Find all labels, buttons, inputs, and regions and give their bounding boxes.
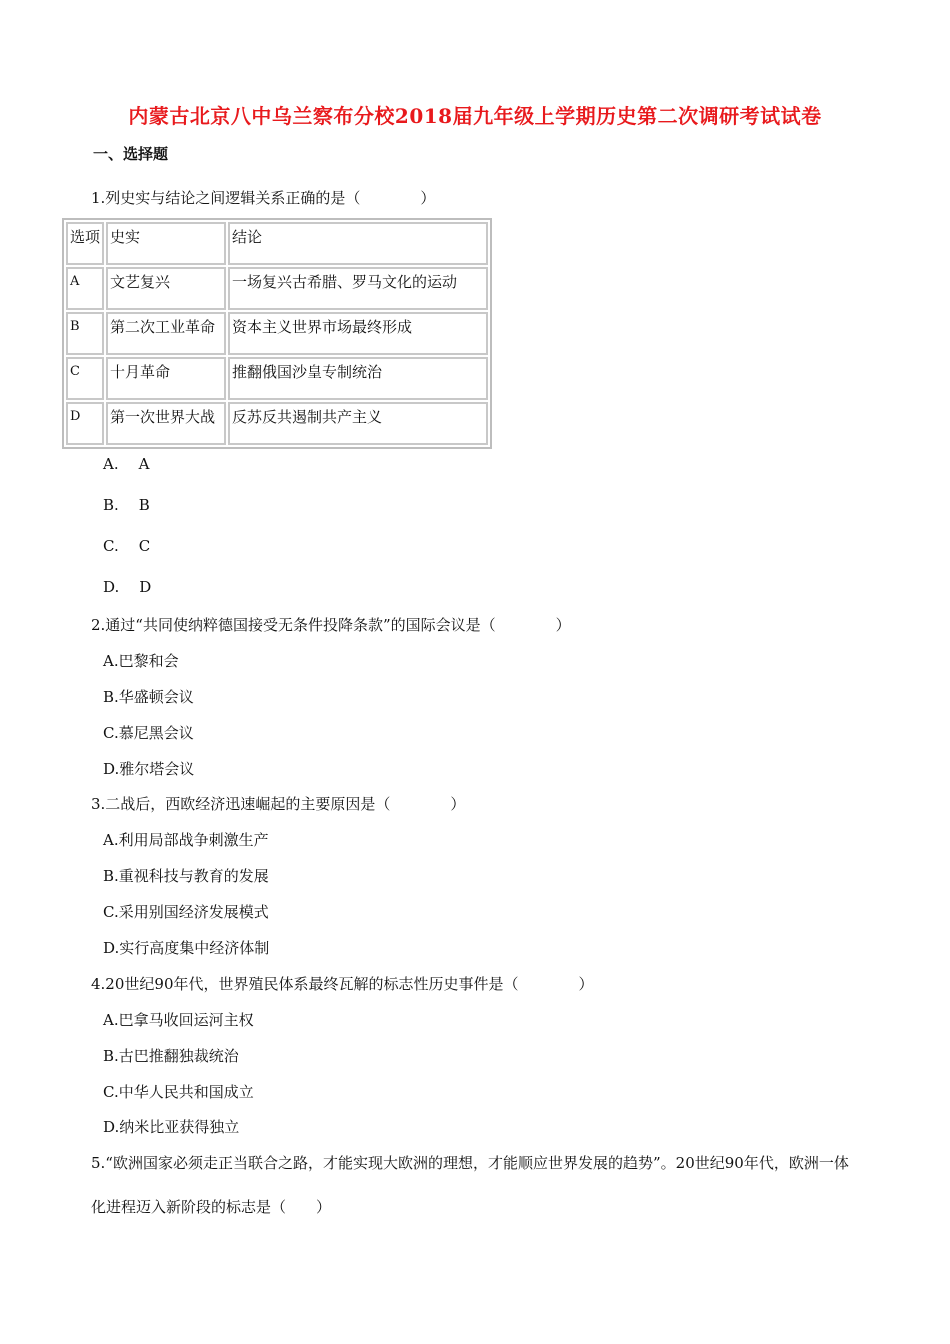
table-cell: 选项 xyxy=(66,222,104,265)
table-cell: 推翻俄国沙皇专制统治 xyxy=(228,357,488,400)
table-cell: B xyxy=(66,312,104,355)
option-letter: A. xyxy=(103,455,119,473)
table-header-row xyxy=(66,222,488,265)
table-row xyxy=(66,402,488,445)
question-5-stem: 5.“欧洲国家必须走正当联合之路，才能实现大欧洲的理想，才能顺应世界发展的趋势”。20世纪90年代，欧洲一体化进程迈入新阶段的标志是（ ） xyxy=(91,1154,849,1216)
page-title: 内蒙古北京八中乌兰察布分校2018届九年级上学期历史第二次调研考试试卷 xyxy=(128,104,822,128)
question-4-option-c[interactable]: C.中华人民共和国成立 xyxy=(103,1083,254,1101)
table-cell: 文艺复兴 xyxy=(106,267,226,310)
option-text: C xyxy=(138,537,151,555)
question-2-option-a[interactable]: A.巴黎和会 xyxy=(103,652,179,670)
table-cell: 十月革命 xyxy=(106,357,226,400)
question-2-stem: 2.通过“共同使纳粹德国接受无条件投降条款”的国际会议是（ ） xyxy=(91,616,571,634)
table-cell: A xyxy=(66,267,104,310)
option-letter: C. xyxy=(103,537,119,555)
table-cell: 第一次世界大战 xyxy=(106,402,226,445)
question-1-stem: 1.列史实与结论之间逻辑关系正确的是（ ） xyxy=(91,189,436,207)
option-text: D xyxy=(139,578,152,596)
section-heading: 一、选择题 xyxy=(93,145,169,163)
table-cell: D xyxy=(66,402,104,445)
question-4-stem: 4.20世纪90年代，世界殖民体系最终瓦解的标志性历史事件是（ ） xyxy=(91,975,594,993)
question-1-option-d[interactable] xyxy=(103,578,151,596)
option-letter: B. xyxy=(103,496,119,514)
table-cell: C xyxy=(66,357,104,400)
question-2-option-b[interactable]: B.华盛顿会议 xyxy=(103,688,194,706)
question-4-option-b[interactable]: B.古巴推翻独裁统治 xyxy=(103,1047,239,1065)
question-2-option-d[interactable]: D.雅尔塔会议 xyxy=(103,760,195,778)
option-letter: D. xyxy=(103,578,120,596)
option-text: A xyxy=(138,455,150,473)
question-4-option-d[interactable]: D.纳米比亚获得独立 xyxy=(103,1118,240,1136)
table-cell: 资本主义世界市场最终形成 xyxy=(228,312,488,355)
table-row xyxy=(66,357,488,400)
question-3-option-b[interactable]: B.重视科技与教育的发展 xyxy=(103,867,269,885)
table-cell: 一场复兴古希腊、罗马文化的运动 xyxy=(228,267,488,310)
table-row xyxy=(66,312,488,355)
table-cell: 史实 xyxy=(106,222,226,265)
option-text: B xyxy=(138,496,150,514)
question-4-option-a[interactable]: A.巴拿马收回运河主权 xyxy=(103,1011,254,1029)
question-1-table xyxy=(62,218,492,449)
question-1-option-c[interactable] xyxy=(103,537,150,555)
question-3-option-c[interactable]: C.采用别国经济发展模式 xyxy=(103,903,269,921)
table-cell: 结论 xyxy=(228,222,488,265)
table-cell: 反苏反共遏制共产主义 xyxy=(228,402,488,445)
question-1-option-b[interactable] xyxy=(103,496,150,514)
table-row xyxy=(66,267,488,310)
question-1-option-a[interactable] xyxy=(103,455,149,473)
table-cell: 第二次工业革命 xyxy=(106,312,226,355)
question-3-option-a[interactable]: A.利用局部战争刺激生产 xyxy=(103,831,269,849)
question-3-option-d[interactable]: D.实行高度集中经济体制 xyxy=(103,939,270,957)
question-3-stem: 3.二战后，西欧经济迅速崛起的主要原因是（ ） xyxy=(91,795,466,813)
question-2-option-c[interactable]: C.慕尼黑会议 xyxy=(103,724,194,742)
